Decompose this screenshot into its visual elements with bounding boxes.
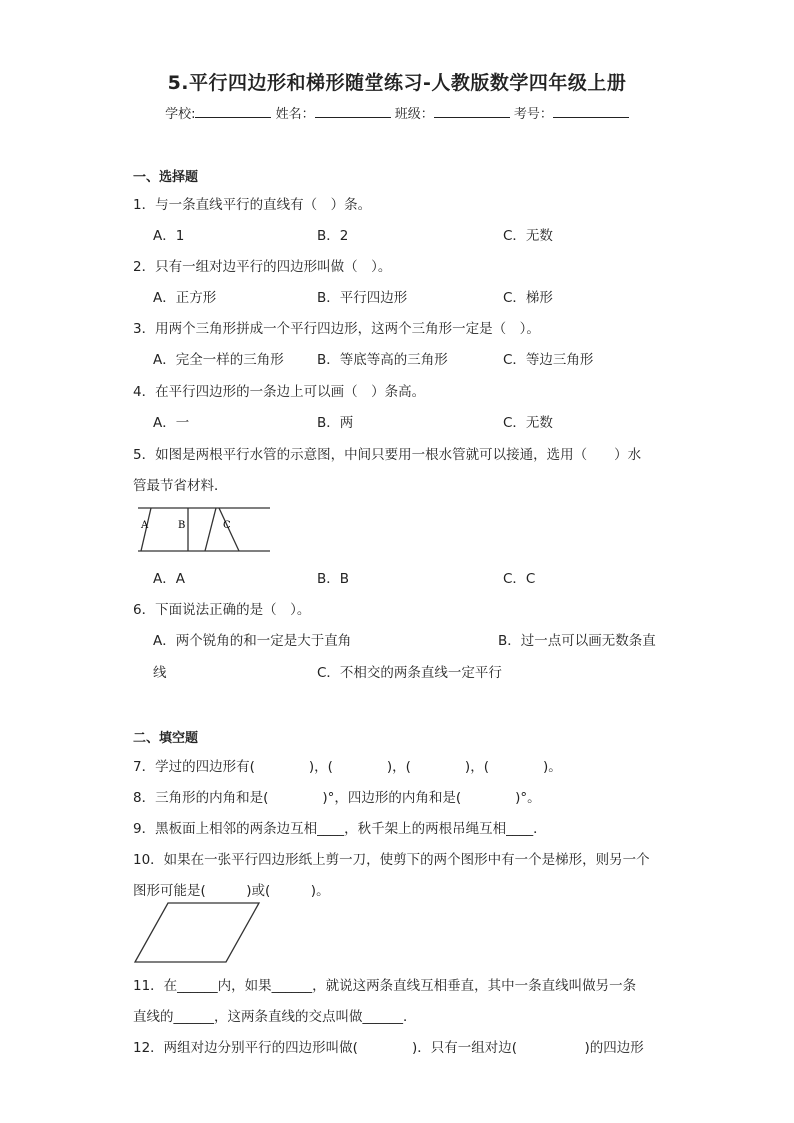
q1-option-b[interactable]: B．2 bbox=[317, 228, 349, 244]
school-blank[interactable] bbox=[195, 105, 271, 118]
q3-option-b[interactable]: B．等底等高的三角形 bbox=[317, 352, 448, 368]
question-4: 4．在平行四边形的一条边上可以画（ ）条高。 bbox=[133, 384, 426, 400]
question-10-line1: 10．如果在一张平行四边形纸上剪一刀，使剪下的两个图形中有一个是梯形，则另一个 bbox=[133, 852, 650, 868]
parallelogram-shape bbox=[135, 903, 259, 962]
question-11-line2: 直线的______，这两条直线的交点叫做______． bbox=[133, 1009, 417, 1025]
question-9: 9．黑板面上相邻的两条边互相____，秋千架上的两根吊绳互相____． bbox=[133, 821, 547, 837]
q4-option-a[interactable]: A．一 bbox=[153, 415, 190, 431]
name-label: 姓名： bbox=[275, 107, 315, 122]
q3-option-c[interactable]: C．等边三角形 bbox=[503, 352, 594, 368]
q4-option-b[interactable]: B．两 bbox=[317, 415, 354, 431]
figure-label-a: A bbox=[141, 520, 149, 531]
question-11-line1: 11．在______内，如果______，就说这两条直线互相垂直，其中一条直线叫做另一条 bbox=[133, 978, 637, 994]
q1-option-c[interactable]: C．无数 bbox=[503, 228, 553, 244]
q2-option-b[interactable]: B．平行四边形 bbox=[317, 290, 408, 306]
question-1: 1．与一条直线平行的直线有（ ）条。 bbox=[133, 197, 372, 213]
q4-option-c[interactable]: C．无数 bbox=[503, 415, 553, 431]
q1-option-a[interactable]: A．1 bbox=[153, 228, 185, 244]
q6-option-b-cont: 线 bbox=[153, 665, 167, 681]
q5-option-c[interactable]: C．C bbox=[503, 571, 536, 587]
question-5-line2: 管最节省材料． bbox=[133, 478, 228, 494]
section-title-fill: 二、填空题 bbox=[133, 731, 199, 746]
q3-option-a[interactable]: A．完全一样的三角形 bbox=[153, 352, 284, 368]
exam-no-blank[interactable] bbox=[553, 105, 629, 118]
page-title: 5.平行四边形和梯形随堂练习-人教版数学四年级上册 bbox=[167, 72, 627, 94]
water-pipe-figure bbox=[136, 505, 272, 553]
question-5-line1: 5．如图是两根平行水管的示意图，中间只要用一根水管就可以接通，选用（ ）水 bbox=[133, 447, 642, 463]
question-8: 8．三角形的内角和是( )°，四边形的内角和是( )°。 bbox=[133, 790, 541, 806]
question-12: 12．两组对边分别平行的四边形叫做( )．只有一组对边( )的四边形 bbox=[133, 1040, 644, 1056]
pipe-c-left-line bbox=[205, 508, 216, 551]
question-10-line2: 图形可能是( )或( )。 bbox=[133, 883, 330, 899]
q6-option-c[interactable]: C．不相交的两条直线一定平行 bbox=[317, 665, 502, 681]
figure-label-c: C bbox=[223, 520, 231, 531]
student-info-line bbox=[0, 103, 794, 122]
parallelogram-figure bbox=[133, 901, 261, 964]
question-6: 6．下面说法正确的是（ ）。 bbox=[133, 602, 311, 618]
name-blank[interactable] bbox=[315, 105, 391, 118]
q6-option-b[interactable]: B．过一点可以画无数条直 bbox=[498, 633, 656, 649]
q5-option-b[interactable]: B．B bbox=[317, 571, 350, 587]
question-2: 2．只有一组对边平行的四边形叫做（ ）。 bbox=[133, 259, 392, 275]
section-title-choice: 一、选择题 bbox=[133, 170, 199, 185]
q2-option-a[interactable]: A．正方形 bbox=[153, 290, 217, 306]
q6-option-a[interactable]: A．两个锐角的和一定是大于直角 bbox=[153, 633, 352, 649]
figure-label-b: B bbox=[178, 520, 186, 531]
class-label: 班级： bbox=[394, 107, 434, 122]
q5-option-a[interactable]: A．A bbox=[153, 571, 185, 587]
q2-option-c[interactable]: C．梯形 bbox=[503, 290, 553, 306]
exam-no-label: 考号： bbox=[513, 107, 553, 122]
question-3: 3．用两个三角形拼成一个平行四边形，这两个三角形一定是（ ）。 bbox=[133, 321, 540, 337]
school-label: 学校: bbox=[165, 107, 196, 122]
question-7: 7．学过的四边形有( )，( )，( )，( )。 bbox=[133, 759, 562, 775]
class-blank[interactable] bbox=[434, 105, 510, 118]
